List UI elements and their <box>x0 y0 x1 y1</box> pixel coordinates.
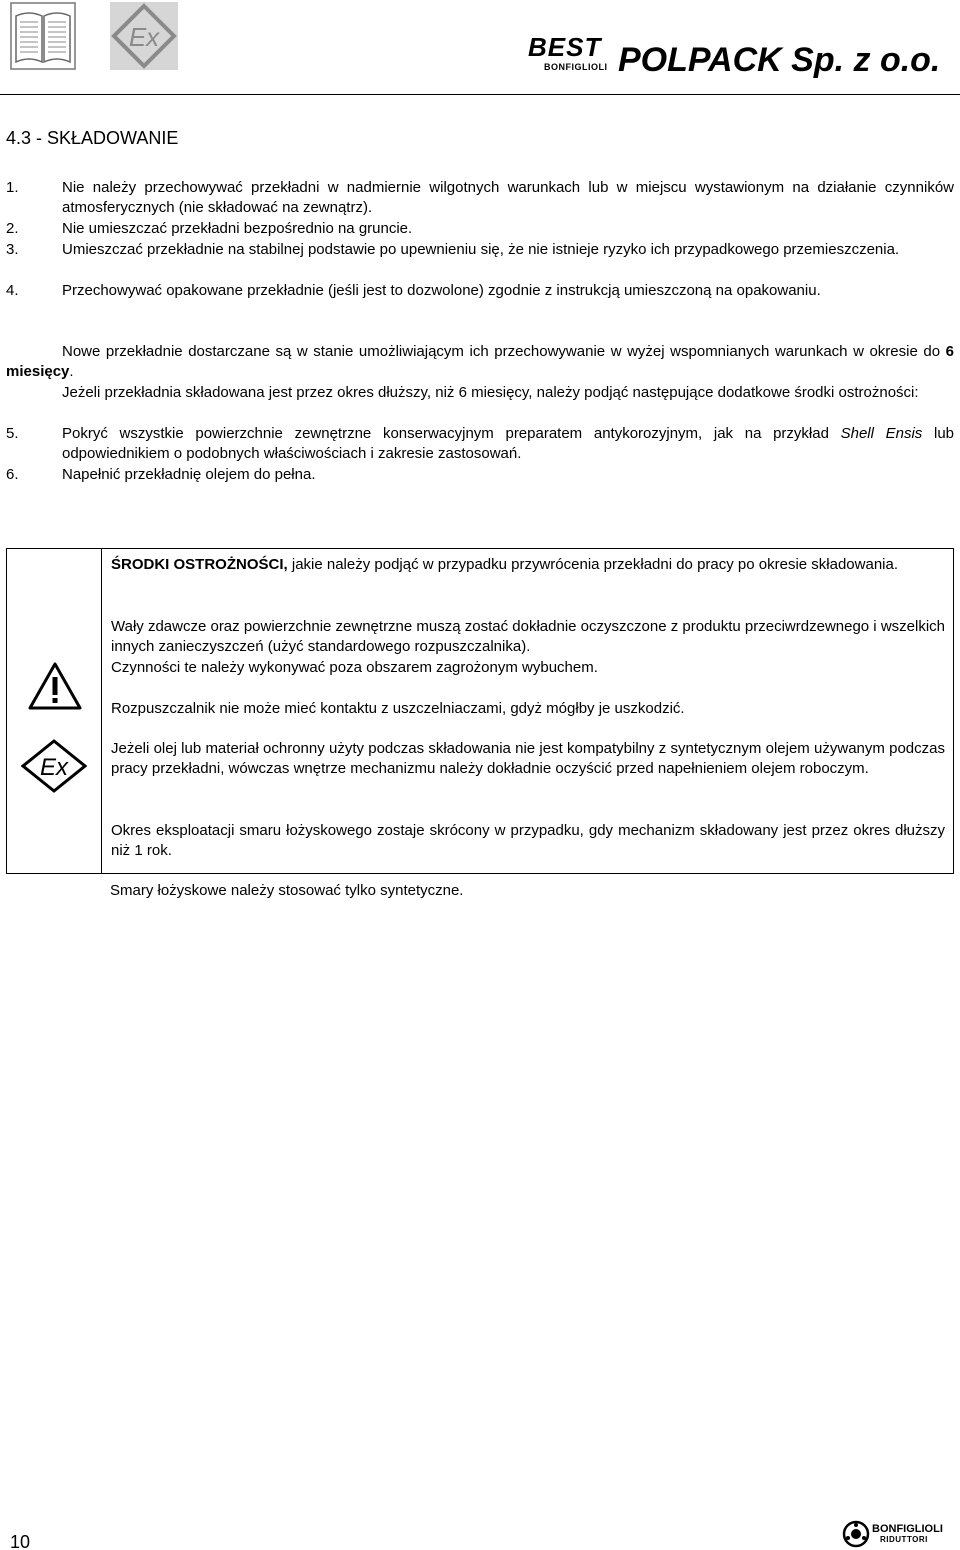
company-brand <box>514 32 954 84</box>
list-item-text <box>62 424 954 464</box>
notice-column-divider <box>101 549 102 873</box>
paragraph-text: Nowe przekładnie dostarczane są w stanie umożliwiającym ich przechowywanie w wyżej wspomnianych warunkach w okresie do <box>62 343 946 360</box>
bonfiglioli-logo-mark <box>842 1520 870 1548</box>
notice-paragraph: Wały zdawcze oraz powierzchnie zewnętrzne muszą zostać dokładnie oczyszczone z produktu przeciwrdzewnego i wszelkich innych zanieczyszczeń (użyć standardowego rozpuszczalnika). <box>111 618 945 655</box>
list-item-text: Napełnić przekładnię olejem do pełna. <box>62 466 316 483</box>
best-logo-subtext: BONFIGLIOLI <box>544 62 608 72</box>
header-divider <box>0 94 960 95</box>
list-item-number: 3. <box>6 241 19 258</box>
page-number: 10 <box>10 1532 31 1550</box>
precautions-notice-box <box>6 548 954 874</box>
notice-paragraph: Smary łożyskowe należy stosować tylko syntetyczne. <box>110 882 464 899</box>
list-item-number: 4. <box>6 282 19 299</box>
bonfiglioli-logo <box>842 1520 958 1550</box>
book-icon <box>10 2 76 70</box>
list-item-number: 6. <box>6 466 19 483</box>
notice-heading <box>111 555 945 575</box>
product-name: Shell Ensis <box>840 425 923 442</box>
ex-atex-icon <box>21 739 87 793</box>
notice-paragraph: Czynności te należy wykonywać poza obszarem zagrożonym wybuchem. <box>111 659 598 676</box>
best-logo-text: BEST <box>528 32 602 62</box>
paragraph-new-gearboxes <box>6 342 954 382</box>
list-item-text: Nie umieszczać przekładni bezpośrednio na gruncie. <box>62 220 413 237</box>
list-item-text-part: Pokryć wszystkie powierzchnie zewnętrzne konserwacyjnym preparatem antykorozyjnym, jak na przykład <box>62 425 841 442</box>
list-item-number: 1. <box>6 179 19 196</box>
list-item-text-part: lub odpowiednikiem o podobnych właściwościach i zakresie zastosowań. <box>62 425 954 462</box>
notice-paragraph: Jeżeli olej lub materiał ochronny użyty podczas składowania nie jest kompatybilny z syntetycznym olejem używanym podczas pracy przekładni, wówczas wnętrze mechanizmu należy dokładnie oczyścić przed napełnieniem olejem roboczym. <box>111 740 945 777</box>
list-item-text: Umieszczać przekładnie na stabilnej podstawie po upewnieniu się, że nie istnieje ryzyko ich przypadkowego przemieszczenia. <box>62 241 900 258</box>
notice-heading-bold: ŚRODKI OSTROŻNOŚCI, <box>111 556 288 573</box>
list-item-number: 2. <box>6 220 19 237</box>
notice-paragraph: Rozpuszczalnik nie może mieć kontaktu z uszczelniaczami, gdyż mógłby je uszkodzić. <box>111 700 685 717</box>
notice-heading-text: jakie należy podjąć w przypadku przywrócenia przekładni do pracy po okresie składowania. <box>287 556 899 573</box>
list-item-text: Nie należy przechowywać przekładni w nadmiernie wilgotnych warunkach lub w miejscu wystawionym na działanie czynników atmosferycznych (nie składować na zewnątrz). <box>62 179 954 216</box>
company-name: POLPACK Sp. z o.o. <box>618 41 941 79</box>
list-item-number: 5. <box>6 425 19 442</box>
bonfiglioli-logo-subtitle: RIDUTTORI <box>880 1535 928 1544</box>
best-logo <box>514 32 624 78</box>
svg-text:Ex: Ex <box>39 754 69 781</box>
paragraph-bold-text: 6 miesięcy <box>6 343 954 380</box>
section-title: 4.3 - SKŁADOWANIE <box>6 128 179 148</box>
notice-paragraph: Okres eksploatacji smaru łożyskowego zostaje skrócony w przypadku, gdy mechanizm składowany jest przez okres dłuższy niż 1 rok. <box>111 822 945 859</box>
warning-triangle-icon <box>27 661 83 711</box>
paragraph-long-storage: Jeżeli przekładnia składowana jest przez okres dłuższy, niż 6 miesięcy, należy podjąć następujące dodatkowe środki ostrożności: <box>62 384 919 401</box>
paragraph-text: . <box>69 363 74 380</box>
svg-text:Ex: Ex <box>128 22 160 52</box>
bonfiglioli-logo-name: BONFIGLIOLI <box>872 1523 943 1535</box>
ex-atex-icon <box>110 2 178 70</box>
list-item-text: Przechowywać opakowane przekładnie (jeśli jest to dozwolone) zgodnie z instrukcją umieszczoną na opakowaniu. <box>62 282 821 299</box>
